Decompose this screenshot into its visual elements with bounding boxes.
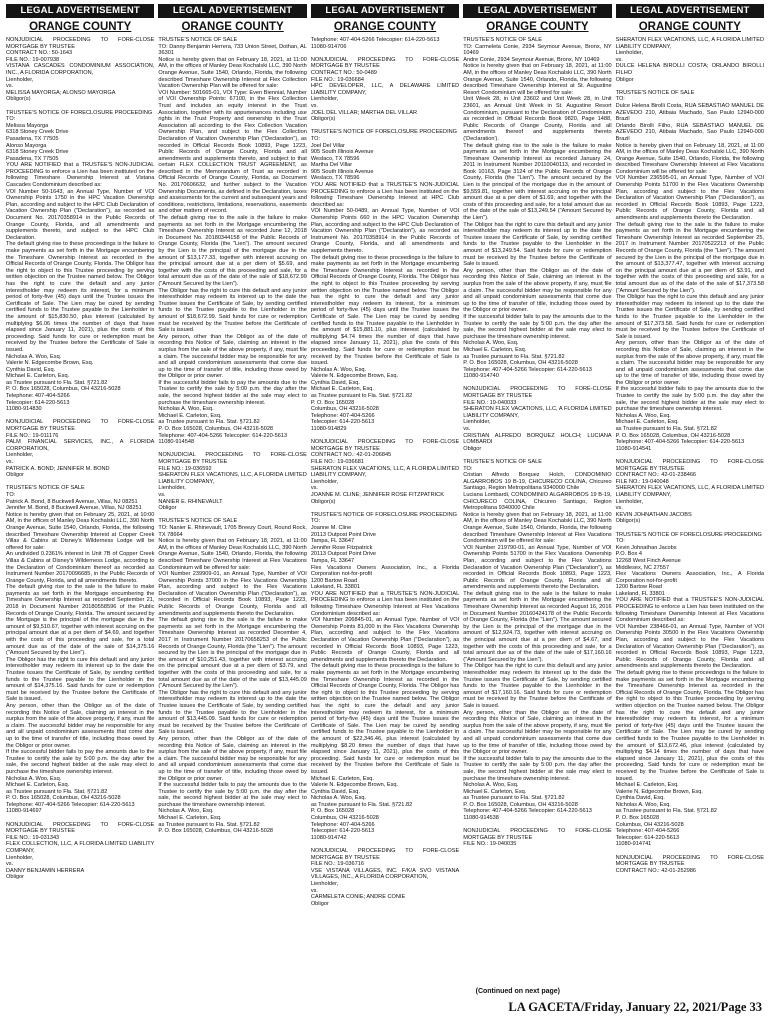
county-heading: ORANGE COUNTY	[29, 21, 132, 33]
legal-advertisement-header: LEGAL ADVERTISEMENT	[6, 4, 154, 18]
page-footer	[0, 988, 770, 1018]
notice-text: Telephone: 407-404-5266 Telecopier: 614-220-5613 11080-914706 NONJUDICIAL PROCEEDING TO FORE-CLOSE MORTGAGE BY TRUSTEE CONTRACT NO.: 50-0489 FILE NO.: 19-036684 HPC DEVELOPER, LLC, A DELAWARE LIMITED LIABILITY COMPANY, Lienholder, vs. JOEL DEL VILLAR; MARTHA DEL VILLAR Obligor(s) TRUSTEE'S NOTICE OF FORECLOSURE PROCEEDING TO: Joel Del Villar 905 South Illinois Avenue Weslaco, TX 78596 Martha Del Villar 905 South Illinois Avenue Weslaco, TX 78596 YOU ARE NOTIFIED that a TRUSTEE'S NON-JUDICIAL PROCEEDING to enforce a Lien has been instituted on the following Timeshare Ownership Interest at HPC Club described as: VOI Number 50-0489, an Annual Type, Number of VOI Ownership Points 660 in the HPC Vacation Ownership Plan, according and subject to the HPC Club Declaration of Vacation Ownership Plan ("Declaration"), as recorded as Instrument No. 20170358914 in the Public Records of Orange County, Florida, and all amendments and supplements thereto. The default giving rise to these proceedings is the failure to make payments as set forth in the Mortgage encumbering the Timeshare Ownership Interest as recorded in the Official Records of Orange County, Florida. The Obligor has the right to object to this Trustee proceeding by serving written objection on the Trustee named below. The Obligor has the right to cure the default and any junior interestholder may redeem its interest, for a minimum period of forty-five (45) days until the Trustee issues the Certificate of Sale. The Lien may be cured by sending certified funds to the Trustee payable to the Lienholder in the amount of $15,881.10, plus interest (calculated by multiplying $4.74 times the number of days that have elapsed since January 11, 2021), plus the costs of this proceeding. Said funds for cure or redemption must be received by the Trustee before the Certificate of Sale is issued. Nicholas A. Woo, Esq. Valerie N. Edgecombe Brown, Esq. Cynthia David, Esq. Michael E. Carleton, Esq. as Trustee pursuant to Fla. Stat. §721.82 P. O. Box 165028 Columbus, OH 43216-5028 Telephone: 407-404-5266 Telecopier: 614-220-5613 11080-914829 NONJUDICIAL PROCEEDING TO FORE-CLOSE MORTGAGE BY TRUSTEE CONTRACT NO.: 42-01-206845 FILE NO.: 19-036681 SHERATON FLEX VACATIONS, LLC, A FLORIDA LIMITED LIABILITY COMPANY, Lienholder, vs. JOANNE M. CLINE; JENNIFER ROSE FITZPATRICK Obligor(s) TRUSTEE'S NOTICE OF FORECLOSURE PROCEEDING TO: Joanne M. Cline 20113 Outpost Point Drive Tampa, FL 33647 Jennifer Rose Fitzpatrick 20113 Outpost Point Drive Tampa, FL 33647 Flex Vacations Owners Association, Inc., a Florida Corporation not-for-profit 1200 Bartow Road Lakeland, FL 33801 YOU ARE NOTIFIED that a TRUSTEE'S NON-JUDICIAL PROCEEDING to enforce a Lien has been instituted on the following Timeshare Ownership Interest at Flex Vacations Condominium described as: VOI Number 206845-01, an Annual Type, Number of VOI Ownership Points 81,000 in the Flex Vacations Ownership Plan, according and subject to the Flex Vacations Declaration of Vacation Ownership Plan ("Declaration"), as recorded in Official Records Book 10893, Page 1223, Public Records of Orange County, Florida and all amendments and supplements thereto the Declaration. The default giving rise to these proceedings is the failure to make payments as set forth in the Mortgage encumbering the Timeshare Ownership Interest as recorded in the Official Records of Orange County, Florida. The Obligor has the right to object to this Trustee proceeding by serving written objection on the Trustee named below. The Obligor has the right to cure the default and any junior interestholder may redeem its interest, for a minimum period of forty-five (45) days until the Trustee issues the Certificate of Sale. The Lien may be cured by sending certified funds to the Trustee payable to the Lienholder in the amount of $22,346.46, plus interest (calculated by multiplying $8.20 times the number of days that have elapsed since January 11, 2021), plus the costs of this proceeding. Said funds for cure or redemption must be received by the Trustee before the Certificate of Sale is issued. Michael E. Carleton, Esq. Valerie N. Edgecombe Brown, Esq. Cynthia David, Esq. Nicholas A. Woo, Esq. as Trustee pursuant to Fla. Stat. §721.82 P. O. Box 165028 Columbus, OH 43216-5028 Telephone: 407-404-5266 Telecopier: 614-220-5613 11080-914742 NONJUDICIAL PROCEEDING TO FORE-CLOSE MORTGAGE BY TRUSTEE FILE NO.: 19-036716 VSE VISTANA VILLAGES, INC. F/K/A SVO VISTANA VILLAGES, INC., A FLORIDA CORPORATION, Lienholder, vs. CARMELETA CONIE; ANDRE CONIE Obligor	[310, 37, 460, 907]
legal-column-2	[158, 4, 306, 1000]
county-heading: ORANGE COUNTY	[333, 21, 437, 33]
notice-text: NONJUDICIAL PROCEEDING TO FORE-CLOSE MORTGAGE BY TRUSTEE CONTRACT NO.: 50-1643 FILE NO.: 19-007938 VISTANA CASCADES CONDOMINIUM ASSOCIATION, INC., A FLORIDA CORPORATION, Lienholder, vs. MELISSA MAYORGA; ALONSO MAYORGA Obligor(s) TRUSTEE'S NOTICE OF FORECLOSURE PROCEEDING TO: Melissa Mayorga 6318 Stoney Creek Drive Pasadena, TX 77505 Alonso Mayorga 6318 Stoney Creek Drive Pasadena, TX 77505 YOU ARE NOTIFIED that a TRUSTEE'S NON-JUDICIAL PROCEEDING to enforce a Lien has been instituted on the following Timeshare Ownership Interest at Vistana Cascades Condominium described as: VOI Number 50-1643, an Annual Type, Number of VOI Ownership Points 1750 in the HPC Vacation Ownership Plan, according and subject to the HPC Club Declaration of Vacation Ownership Plan ("Declaration"), as recorded as Document No. 20170358914 in the Public Records of Orange County, Florida, and all amendments and supplements thereto, and subject to the HPC Club Declaration. The default giving rise to these proceedings is the failure to make payments as set forth in the Mortgage encumbering the Timeshare Ownership Interest as recorded in the Official Records of Orange County, Florida. The Obligor has the right to object to this Trustee proceeding by serving written objection on the Trustee named below. The Obligor has the right to cure the default and any junior interestholder may redeem its interest, for a minimum period of forty-five (45) days until the Trustee issues the Certificate of Sale. The Lien may be cured by sending certified funds to the Trustee payable to the Lienholder in the amount of $15,830.50, plus interest (calculated by multiplying $6.06 times the number of days that have elapsed since January 11, 2021), plus the costs of this proceeding. Said funds for cure or redemption must be received by the Trustee before the Certificate of Sale is issued. Nicholas A. Woo, Esq. Valerie N. Edgecombe Brown, Esq. Cynthia David, Esq. Michael E. Carleton, Esq. as Trustee pursuant to Fla. Stat. §721.82 P. O. Box 165028, Columbus, OH 43216-5028 Telephone: 407-404-5266 Telecopier: 614-220-5613 11080-914830 NONJUDICIAL PROCEEDING TO FORE-CLOSE MORTGAGE BY TRUSTEE FILE NO.: 19-011176 PALM FINANCIAL SERVICES, INC., A FLORIDA CORPORATION, Lienholder, vs. PATRICK A. BOND; JENNIFER M. BOND Obligor TRUSTEE'S NOTICE OF SALE TO: Patrick A. Bond, 8 Buckwell Avenue, Villas, NJ 08251 Jennifer M. Bond, 8 Buckwell Avenue, Villas, NJ 08251 Notice is hereby given that on February 25, 2021, at 10:00 AM, in the offices of Manley Deas Kochalski LLC, 390 North Orange Avenue, Suite 1540, Orlando, Florida, the following described Timeshare Ownership Interest at Copper Creek Villas & Cabins at Disney's Wilderness Lodge will be offered for sale: An undivided 0.2361% interest in Unit 7B of Copper Creek Villas & Cabins at Disney's Wilderness Lodge, according to the Declaration of Condominium thereof as recorded as Instrument Number 20170096685, in the Public Records of Orange County, Florida, and all amendments thereto. The default giving rise to the sale is the failure to make payments as set forth in the Mortgage encumbering the Timeshare Ownership Interest as recorded September 21, 2018 in Document Number 20180558596 of the Public Records of Orange County, Florida. The amount secured by the Mortgage is the principal of the mortgage due in the amount of $9,510.67, together with interest accruing on the principal amount due at a per diem of $4.69, and together with the costs of this proceeding and sale, for a total amount due as of the date of the sale of $14,375.16 ("Amount Secured by the Lien"). The Obligor has the right to cure this default and any junior interestholder may redeem its interest up to the date the Trustee issues the Certificate of Sale, by sending certified funds to the Trustee payable to the Lienholder in the amount of $14,375.16. Said funds for cure or redemption must be received by the Trustee before the Certificate of Sale is issued. Any person, other than the Obligor as of the date of recording this Notice of Sale, claiming an interest in the surplus from the sale of the above property, if any, must file a claim. The successful bidder may be responsible for any and all unpaid condominium assessments that come due up to the time of transfer of title, including those owed by the Obligor or prior owner. If the successful bidder fails to pay the amounts due to the Trustee to certify the sale by 5:00 p.m. the day after the sale, the second highest bidder at the sale may elect to purchase the timeshare ownership interest. Nicholas A. Woo, Esq. Michael E. Carleton, Esq. as Trustee pursuant to Fla. Stat. §721.82 P. O. Box 165028, Columbus, OH 43216-5028 Telephone: 407-404-5266 Telecopier: 614-220-5613 11080-914697 NONJUDICIAL PROCEEDING TO FORE-CLOSE MORTGAGE BY TRUSTEE FILE NO.: 19-031343 FLEX COLLECTION, LLC, A FLORIDA LIMITED LIABILITY COMPANY, Lienholder, vs. DANNY BENJAMIN HERRERA Obligor	[6, 37, 155, 881]
notice-text: TRUSTEE'S NOTICE OF SALE TO: Danny Benjamin Herrera, 733 Union Street, Dothan, AL 36301 Notice is hereby given that on February 18, 2021, at 11:00 AM, in the offices of Manley Deas Kochalski LLC, 390 North Orange Avenue, Suite 1540, Orlando, Florida, the following described Timeshare Ownership Interest at Flex Collection Vacation Ownership Plan will be offered for sale: VOI Number: 501665-01, VOI Type: Even Biennial, Number of VOI Ownership Points: 67100, in the Flex Collection Trust and includes an equity interest in the Trust Association, together with its appurtenances including use rights in the Trust Property and ownership in the Trust Association all according to the Flex Collection Vacation Ownership Plan, and subject to the Flex Collection Declaration of Vacation Ownership Plan ("Declaration"), as recorded in Official Records Book 10893, Page 1223, Public Records of Orange County, Florida and all amendments and supplements thereto, and subject to that certain FLEX COLLECTION TRUST AGREEMENT, as described in the Memorandum of Trust as recorded in Official Records of Orange County, Florida, as Document No. 20170606632, and further subject to the Vacation Ownership Documents, as defined in the Declaration, taxes and assessments for the current and subsequent years and conditions, restrictions, limitations, reservations, easements and other matters of record. The default giving rise to the sale is the failure to make payments as set forth in the Mortgage encumbering the Timeshare Ownership Interest as recorded June 12, 2018 in Document No. 20180344158 of the Public Records of Orange County, Florida (the "Lien"). The amount secured by the Lien is the principal of the mortgage due in the amount of $13,177.33, together with interest accruing on the principal amount due at a per diem of $5.69, and together with the costs of this proceeding and sale, for a total amount due as of the date of the sale of $18,672.99 ("Amount Secured by the Lien"). The Obligor has the right to cure this default and any junior interestholder may redeem its interest up to the date the Trustee issues the Certificate of Sale, by sending certified funds to the Trustee payable to the Lienholder in the amount of $18,672.99. Said funds for cure or redemption must be received by the Trustee before the Certificate of Sale is issued. Any person, other than the Obligor as of the date of recording this Notice of Sale, claiming an interest in the surplus from the sale of the above property, if any, must file a claim. The successful bidder may be responsible for any and all unpaid condominium assessments that come due up to the time of transfer of title, including those owed by the Obligor or prior owner. If the successful bidder fails to pay the amounts due to the Trustee to certify the sale by 5:00 p.m. the day after the sale, the second highest bidder at the sale may elect to purchase the timeshare ownership interest. Nicholas A. Woo, Esq. Michael E. Carleton, Esq. as Trustee pursuant to Fla. Stat. §721.82 P. O. Box 165028, Columbus, OH 43216-5028 Telephone: 407-404-5266 Telecopier: 614-220-5613 11080-914548 NONJUDICIAL PROCEEDING TO FORE-CLOSE MORTGAGE BY TRUSTEE FILE NO.: 19-036592 SHERATON FLEX VACATIONS, LLC, A FLORIDA LIMITED LIABILITY COMPANY, Lienholder, vs. NANIER E. RHINEVAULT Obligor TRUSTEE'S NOTICE OF SALE TO: Nanier E. Rhinevault, 1705 Breezy Court, Round Rock, TX 78664 Notice is hereby given that on February 18, 2021, at 11:00 AM, in the offices of Manley Deas Kochalski LLC, 390 North Orange Avenue, Suite 1540, Orlando, Florida, the following described Timeshare Ownership Interest at Flex Vacations Condominium will be offered for sale: VOI Number 239909-01, an Annual Type, Number of VOI Ownership Points 37000 in the Flex Vacations Ownership Plan, according and subject to the Flex Vacations Declaration of Vacation Ownership Plan ("Declaration"), as recorded in Official Records Book 10893, Page 1223, Public Records of Orange County, Florida and all amendments and supplements thereto the Declaration. The default giving rise to the sale is the failure to make payments as set forth in the Mortgage encumbering the Timeshare Ownership Interest as recorded December 4, 2017 in Instrument Number 20170658253 of the Public Records of Orange County, Florida (the "Lien"). The amount secured by the Lien is the principal of the mortgage due in the amount of $10,251.43, together with interest accruing on the principal amount due at a per diem of $3.79, and together with the costs of this proceeding and sale, for a total amount due as of the date of the sale of $13,445.09 ("Amount Secured by the Lien"). The Obligor has the right to cure this default and any junior interestholder may redeem its interest up to the date the Trustee issues the Certificate of Sale, by sending certified funds to the Trustee payable to the Lienholder in the amount of $13,445.09. Said funds for cure or redemption must be received by the Trustee before the Certificate of Sale is issued. Any person, other than the Obligor as of the date of recording this Notice of Sale, claiming an interest in the surplus from the sale of the above property, if any, must file a claim. The successful bidder may be responsible for any and all unpaid condominium assessments that come due up to the time of transfer of title, including those owed by the Obligor or prior owner. If the successful bidder fails to pay the amounts due to the Trustee to certify the sale by 5:00 p.m. the day after the sale, the second highest bidder at the sale may elect to purchase the timeshare ownership interest. Nicholas A. Woo, Esq. Michael E. Carleton, Esq. as Trustee pursuant to Fla. Stat. §721.82 P. O. Box 165028, Columbus, OH 43216-5028	[158, 37, 307, 835]
legal-column-3	[311, 4, 459, 1000]
county-heading: ORANGE COUNTY	[181, 21, 284, 33]
continued-notice: (Continued on next page)	[475, 988, 560, 995]
notice-text: TRUSTEE'S NOTICE OF SALE TO: Carmeleta Conie, 2934 Seymour Avenue, Bronx, NY 10469 Andre Conie, 2934 Seymour Avenue, Bronx, NY 10469 Notice is hereby given that on February 18, 2021, at 11:00 AM, in the offices of Manley Deas Kochalski LLC, 390 North Orange Avenue, Suite 1540, Orlando, Florida, the following described Timeshare Ownership Interest at St. Augustine Resort Condominium will be offered for sale: Unit Week 28, in Unit 23602 and Unit Week 28, in Unit 23601, an Annual Unit Week in St. Augustine Resort Condominium, pursuant to the Declaration of Condominium as recorded in Official Records Book 9820, Page 1488, Public Records of Orange County, Florida and all amendments thereof and supplements thereto ('Declaration'). The default giving rise to the sale is the failure to make payments as set forth in the Mortgage encumbering the Timeshare Ownership Interest as recorded January 24, 2011 in Instrument Number 20110040113, and recorded in Book 10163, Page 3124 of the Public Records of Orange County, Florida (the "Lien"). The amount secured by the Lien is the principal of the mortgage due in the amount of $9,559.81, together with interest accruing on the principal amount due at a per diem of $1.69, and together with the costs of this proceeding and sale, for a total amount due as of the date of the sale of $13,249.54 ("Amount Secured by the Lien"). The Obligor has the right to cure this default and any junior interestholder may redeem its interest up to the date the Trustee issues the Certificate of Sale, by sending certified funds to the Trustee payable to the Lienholder in the amount of $13,249.54. Said funds for cure or redemption must be received by the Trustee before the Certificate of Sale is issued. Any person, other than the Obligor as of the date of recording this Notice of Sale, claiming an interest in the surplus from the sale of the above property, if any, must file a claim. The successful bidder may be responsible for any and all unpaid condominium assessments that come due up to the time of transfer of title, including those owed by the Obligor or prior owner. If the successful bidder fails to pay the amounts due to the Trustee to certify the sale by 5:00 p.m. the day after the sale, the second highest bidder at the sale may elect to purchase the timeshare ownership interest. Nicholas A. Woo, Esq. Michael E. Carleton, Esq. as Trustee pursuant to Fla. Stat. §721.82 P. O. Box 165028, Columbus, OH 43216-5028 Telephone: 407-404-5266 Telecopier: 614-220-5613 11080-914740 NONJUDICIAL PROCEEDING TO FORE-CLOSE MORTGAGE BY TRUSTEE FILE NO.: 19-040033 SHERATON FLEX VACATIONS, LLC, A FLORIDA LIMITED LIABILITY COMPANY, Lienholder, vs. CRISTIAN ALFREDO BORQUEZ HOLCH; LUCIANA LOMBARDI Obligor TRUSTEE'S NOTICE OF SALE TO: Cristian Alfredo Borquez Holch, CONDOMINIO ALGARROBOS 19 B-19, CHICURECO COLINA, Chicureo Santiago, Region Metropolitana 9340000 Chile Luciana Lombardi, CONDOMINIO ALGARROBOS 19 B-19, CHICURECO COLINA, Chicureo Santiago, Region Metropolitana 9340000 Chile Notice is hereby given that on February 18, 2021, at 11:00 AM, in the offices of Manley Deas Kochalski LLC, 390 North Orange Avenue, Suite 1540, Orlando, Florida, the following described Timeshare Ownership Interest at Flex Vacations Condominium will be offered for sale: VOI Number 219790-01, an Annual Type, Number of VOI Ownership Points 51700 in the Flex Vacations Ownership Plan, according and subject to the Flex Vacations Declaration of Vacation Ownership Plan ("Declaration"), as recorded in Official Records Book 10893, Page 1223, Public Records of Orange County, Florida and all amendments and supplements thereto the Declaration. The default giving rise to the sale is the failure to make payments as set forth in the Mortgage encumbering the Timeshare Ownership Interest as recorded August 16, 2016 in Document Number 20160424178 of the Public Records of Orange County, Florida (the "Lien"). The amount secured by the Lien is the principal of the mortgage due in the amount of $12,924.73, together with interest accruing on the principal amount due at a per diem of $4.67, and together with the costs of this proceeding and sale, for a total amount due as of the date of the sale of $17,160.16 ("Amount Secured by the Lien"). The Obligor has the right to cure this default and any junior interestholder may redeem its interest up to the date the Trustee issues the Certificate of Sale, by sending certified funds to the Trustee payable to the Lienholder in the amount of $17,160.16. Said funds for cure or redemption must be received by the Trustee before the Certificate of Sale is issued. Any person, other than the Obligor as of the date of recording this Notice of Sale, claiming an interest in the surplus from the sale of the above property, if any, must file a claim. The successful bidder may be responsible for any and all unpaid condominium assessments that come due up to the time of transfer of title, including those owed by the Obligor or prior owner. If the successful bidder fails to pay the amounts due to the Trustee to certify the sale by 5:00 p.m. the day after the sale, the second highest bidder at the sale may elect to purchase the timeshare ownership interest. Nicholas A. Woo, Esq. Michael E. Carleton, Esq. as Trustee pursuant to Fla. Stat. §721.82 P. O. Box 165028, Columbus, OH 43216-5028 Telephone: 407-404-5266 Telecopier: 614-220-5613 11080-914538 NONJUDICIAL PROCEEDING TO FORE-CLOSE MORTGAGE BY TRUSTEE FILE NO.: 19-040035	[463, 37, 612, 848]
legal-advertisement-header: LEGAL ADVERTISEMENT	[311, 4, 459, 18]
legal-column-4	[463, 4, 611, 1000]
legal-advertisement-header: LEGAL ADVERTISEMENT	[158, 4, 306, 18]
legal-advertisement-header: LEGAL ADVERTISEMENT	[616, 4, 764, 18]
legal-column-1	[6, 4, 154, 1000]
notice-text: SHERATON FLEX VACATIONS, LLC, A FLORIDA LIMITED LIABILITY COMPANY, Lienholder, vs. DULCE HELENA BIROLLI COSTA; ORLANDO BIROLLI FILHO Obligor TRUSTEE'S NOTICE OF SALE TO: Dulce Helena Birolli Costa, RUA SEBASTIAO MANUEL DE AZEVEDO 210, Atibaia Machado, Sao Paulo 12940-000 Brazil Orlando Birolli Filho, RUA SEBASTIAO MANUEL DE AZEVEDO 210, Atibaia Machado, Sao Paulo 12940-000 Brazil Notice is hereby given that on February 18, 2021, at 11:00 AM, in the offices of Manley Deas Kochalski LLC, 390 North Orange Avenue, Suite 1540, Orlando, Florida, the following described Timeshare Ownership Interest at Flex Vacations Condominium will be offered for sale: VOI Number 236595-01, an Annual Type, Number of VOI Ownership Points 51700 in the Flex Vacations Ownership Plan, according and subject to the Flex Vacations Declaration of Vacation Ownership Plan ("Declaration"), as recorded in Official Records Book 10893, Page 1223, Public Records of Orange County, Florida and all amendments and supplements thereto the Declaration. The default giving rise to the sale is the failure to make payments as set forth in the Mortgage encumbering the Timeshare Ownership Interest as recorded September 25, 2017 in Instrument Number 20170522213 of the Public Records of Orange County, Florida (the "Lien"). The amount secured by the Lien is the principal of the mortgage due in the amount of $13,377.47, together with interest accruing on the principal amount due at a per diem of $3.91, and together with the costs of this proceeding and sale, for a total amount due as of the date of the sale of $17,373.58 ("Amount Secured by the Lien"). The Obligor has the right to cure this default and any junior interestholder may redeem its interest up to the date the Trustee issues the Certificate of Sale, by sending certified funds to the Trustee payable to the Lienholder in the amount of $17,373.58. Said funds for cure or redemption must be received by the Trustee before the Certificate of Sale is issued. Any person, other than the Obligor as of the date of recording this Notice of Sale, claiming an interest in the surplus from the sale of the above property, if any, must file a claim. The successful bidder may be responsible for any and all unpaid condominium assessments that come due up to the time of transfer of title, including those owed by the Obligor or prior owner. If the successful bidder fails to pay the amounts due to the Trustee to certify the sale by 5:00 p.m. the day after the sale, the second highest bidder at the sale may elect to purchase the timeshare ownership interest. Nicholas A. Woo, Esq. Michael E. Carleton, Esq. as Trustee pursuant to Fla. Stat. §721.82 P. O. Box 165028, Columbus, OH 43216-5028 Telephone: 407-404-5266 Telecopier: 614-220-5613 11080-914541 NONJUDICIAL PROCEEDING TO FORE-CLOSE MORTGAGE BY TRUSTEE CONTRACT NO.: 42-01-238466 FILE NO.: 19-040048 SHERATON FLEX VACATIONS, LLC, A FLORIDA LIMITED LIABILITY COMPANY, Lienholder, vs. KEVIN JOHNATHAN JACOBS Obligor(s) TRUSTEE'S NOTICE OF FORECLOSURE PROCEEDING TO: Kevin Johnathan Jacobs P.O. Box 4 12268 West Finch Avenue Middlesex, NC 27557 Flex Vacations Owners Association, Inc., A Florida Corporation not-for-profit 1200 Bartow Road Lakeland, FL 33801 YOU ARE NOTIFIED that a TRUSTEE'S NON-JUDICIAL PROCEEDING to enforce a Lien has been instituted on the following Timeshare Ownership Interest at Flex Vacations Condominium described as: VOI Number 238466-01, an Annual Type, Number of VOI Ownership Points 30500 in the Flex Vacations Ownership Plan, according and subject to the Flex Vacations Declaration of Vacation Ownership Plan ("Declaration"), as recorded in Official Records Book 10893, Page 1223, Public Records of Orange County, Florida and all amendments and supplements thereto the Declaration. The default giving rise to these proceedings is the failure to make payments as set forth in the Mortgage encumbering the Timeshare Ownership Interest as recorded in the Official Records of Orange County, Florida. The Obligor has the right to object to this Trustee proceeding by serving written objection on the Trustee named below. The Obligor has the right to cure the default and any junior interestholder may redeem its interest, for a minimum period of forty-five (45) days until the Trustee issues the Certificate of Sale. The Lien may be cured by sending certified funds to the Trustee payable to the Lienholder in the amount of $13,672.46, plus interest (calculated by multiplying $4.14 times the number of days that have elapsed since January 11, 2021), plus the costs of this proceeding. Said funds for cure or redemption must be received by the Trustee before the Certificate of Sale is issued. Michael E. Carleton, Esq. Valerie N. Edgecombe Brown, Esq. Cynthia David, Esq. Nicholas A. Woo, Esq. as Trustee pursuant to Fla. Stat. §721.82 P. O. Box 165028 Columbus, OH 43216-5028 Telephone: 407-404-5266 Telecopier: 614-220-5613 11080-914741 NONJUDICIAL PROCEEDING TO FORE-CLOSE MORTGAGE BY TRUSTEE CONTRACT NO.: 42-01-252986	[615, 37, 765, 874]
page-folio: LA GACETA/Friday, January 22, 2021/Page 33	[508, 1000, 762, 1014]
county-heading: ORANGE COUNTY	[486, 21, 589, 33]
legal-advertisement-header: LEGAL ADVERTISEMENT	[463, 4, 611, 18]
county-heading: ORANGE COUNTY	[638, 21, 741, 33]
legal-column-5	[616, 4, 764, 1000]
legal-columns	[6, 4, 764, 1000]
